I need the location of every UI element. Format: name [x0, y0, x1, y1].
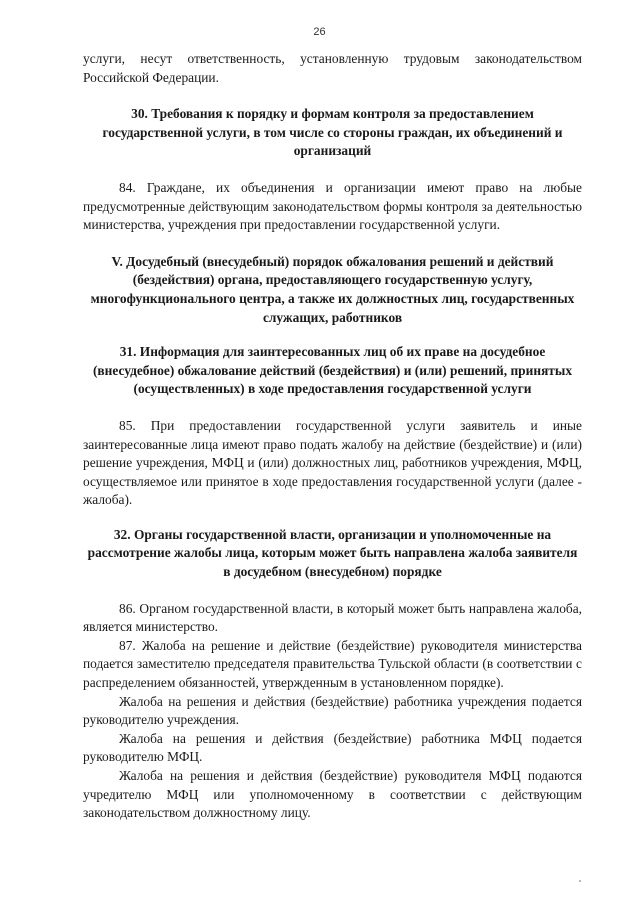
section-heading-31: 31. Информация для заинтересованных лиц об их праве на досудебное (внесудебное) обжалование действий (бездействия) и (или) решений, принятых (осуществленных) в ходе предоставления государственной услуги: [92, 344, 573, 397]
section-heading-32: 32. Органы государственной власти, организации и уполномоченные на рассмотрение жалобы лица, которым может быть направлена жалоба заявителя в досудебном (внесудебном) порядке: [87, 526, 578, 580]
chapter-heading-v: V. Досудебный (внесудебный) порядок обжалования решений и действий (бездействия) органа, предоставляющего государственную услугу, многофункционального центра, а также их должностных лиц, государственных служащих, работников: [90, 253, 575, 325]
paragraph-86: 86. Органом государственной власти, в который может быть направлена жалоба, является министерство.: [83, 600, 582, 635]
scan-mark: [579, 880, 581, 882]
paragraph-84: 84. Граждане, их объединения и организации имеют право на любые предусмотренные действующим законодательством формы контроля за деятельностью министерства, учреждения при предоставлении государственной услуги.: [83, 179, 582, 233]
section-heading-30: 30. Требования к порядку и формам контроля за предоставлением государственной услуги, в том числе со стороны граждан, их объединений и организаций: [102, 106, 563, 159]
document-body: [83, 50, 582, 823]
paragraph-87-mfc-head: Жалоба на решения и действия (бездействие) руководителя МФЦ подаются учредителю МФЦ или уполномоченному в соответствии с действующим законодательством должностному лицу.: [83, 768, 582, 821]
paragraph-continuation: услуги, несут ответственность, установленную трудовым законодательством Российской Федерации.: [83, 51, 582, 85]
paragraph-87: 87. Жалоба на решение и действие (бездействие) руководителя министерства подается заместителю председателя правительства Тульской области (в соответствии с распределением обязанностей, утвержденным в установленном порядке).: [83, 637, 582, 691]
paragraph-85: 85. При предоставлении государственной услуги заявитель и иные заинтересованные лица имеют право подать жалобу на действие (бездействие) и (или) решение учреждения, МФЦ и (или) должностных лиц, работников учреждения, МФЦ, осуществляемое или принятое в ходе предоставления государственной услуги (далее - жалоба).: [83, 417, 582, 508]
paragraph-87-mfc-employee: Жалоба на решения и действия (бездействие) работника МФЦ подается руководителю МФЦ.: [83, 730, 582, 765]
page-number: 26: [313, 26, 326, 38]
paragraph-87-employee: Жалоба на решения и действия (бездействие) работника учреждения подается руководителю учреждения.: [83, 693, 582, 728]
